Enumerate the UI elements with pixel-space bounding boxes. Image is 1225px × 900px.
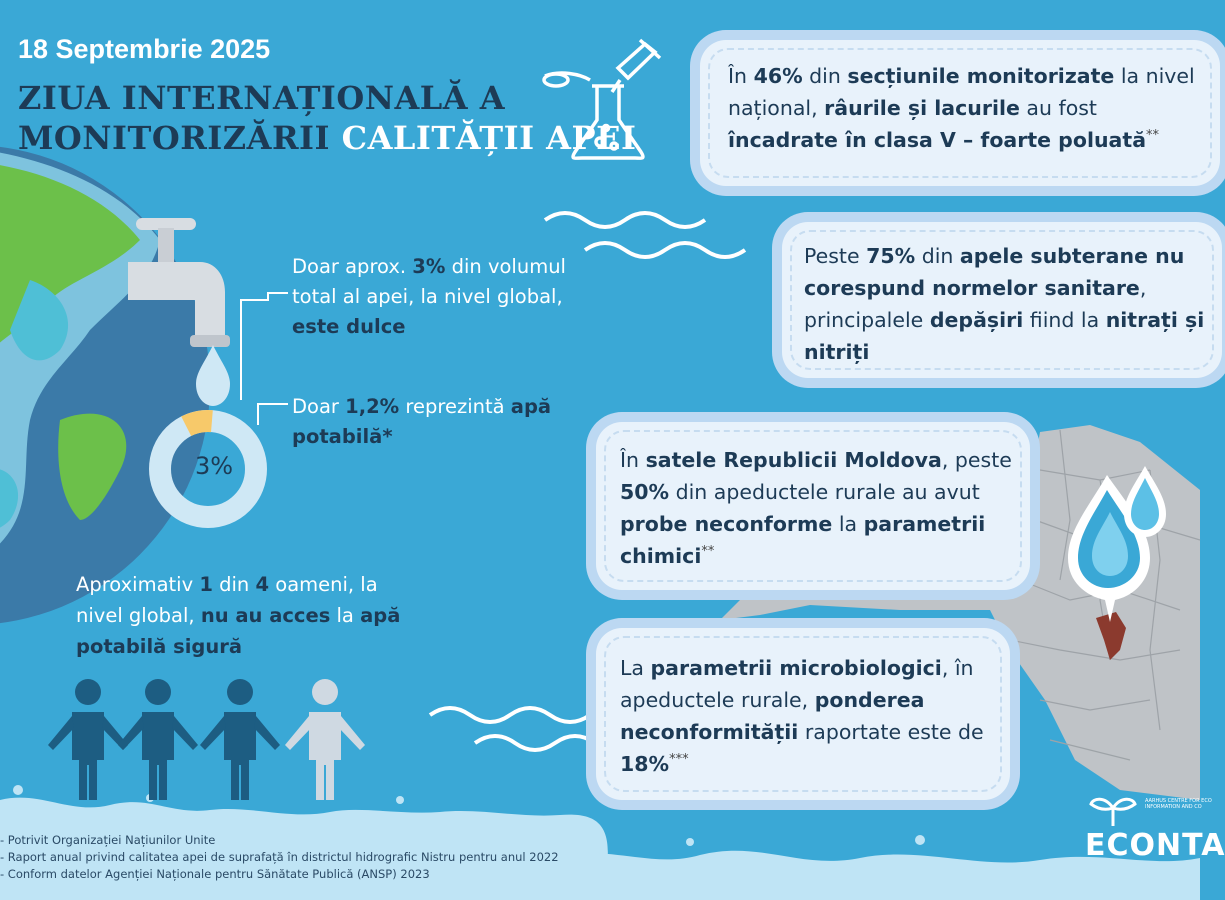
fact3-bold4: apă potabilă sigură (76, 604, 401, 658)
logo-text: ECONTA (1085, 828, 1225, 863)
title-line-2 (18, 118, 636, 158)
card2-text (782, 222, 1214, 368)
fact2-text: Doar (292, 395, 346, 418)
person-icon (285, 679, 365, 800)
c4-footnote-mark: *** (669, 752, 689, 768)
c4-b2: ponderea neconformității (620, 688, 925, 744)
c1-b4: încadrate în clasa V – foarte poluată (728, 128, 1147, 152)
fact-potable-water (292, 392, 582, 452)
c2-b1: 75% (866, 244, 916, 268)
c2-t1: Peste (804, 244, 867, 268)
page-title (18, 78, 636, 158)
earth-globe-icon (0, 145, 210, 625)
c4-t2: , în apeductele rurale, (620, 656, 974, 712)
fact1-bold2: este dulce (292, 315, 406, 338)
fact3-text: Aproximativ (76, 573, 200, 596)
fact3-bold2: 4 (255, 573, 270, 596)
fact2-text2: reprezintă (399, 395, 511, 418)
c3-t1: În (620, 448, 646, 472)
c3-b3: probe neconforme (620, 512, 833, 536)
c3-b4: parametrii chimici (620, 512, 986, 568)
fact-fresh-water (292, 252, 582, 342)
card1-text (700, 40, 1208, 156)
fact3-text2: din (212, 573, 256, 596)
c3-t4: la (832, 512, 864, 536)
fact1-text2: din volumul total al apei, la nivel global, (292, 255, 566, 308)
fact2-footnote-mark: * (382, 425, 393, 448)
footnote-3: - Conform datelor Agenției Naționale pentru Sănătate Publică (ANSP) 2023 (0, 867, 430, 881)
person-icon (48, 679, 128, 800)
fact1-text: Doar aprox. (292, 255, 413, 278)
c3-b1: satele Republicii Moldova (645, 448, 942, 472)
logo-tagline-2: INFORMATION AND CO (1145, 804, 1202, 810)
sprout-logo-icon (1085, 788, 1212, 828)
c3-t3: din apeductele rurale au avut (669, 480, 980, 504)
c2-b3: depășiri (929, 308, 1024, 332)
footnote-1: - Potrivit Organizației Națiunilor Unite (0, 833, 216, 847)
c1-b3: râurile și lacurile (824, 96, 1020, 120)
fact3-text4: la (330, 604, 361, 627)
c2-t4: fiind la (1023, 308, 1106, 332)
econta-logo (1085, 788, 1225, 863)
fact3-text3: oameni, la nivel global, (76, 573, 378, 627)
donut-label: 3% (194, 452, 234, 480)
fact3-bold3: nu au acces (200, 604, 331, 627)
fact-access (76, 569, 416, 662)
fact2-bold2: apă potabilă (292, 395, 552, 448)
c3-b2: 50% (620, 480, 670, 504)
c1-t3: la nivel național, (728, 64, 1195, 120)
c1-footnote-mark: ** (1146, 128, 1160, 144)
c1-b2: secțiunile monitorizate (847, 64, 1115, 88)
card-groundwater (782, 222, 1222, 378)
c2-t2: din (915, 244, 960, 268)
c4-b1: parametrii microbiologici (650, 656, 942, 680)
person-icon (200, 679, 280, 800)
c4-b3: 18% (620, 752, 670, 776)
people-group (48, 679, 365, 800)
c2-t3: , principalele (804, 276, 1147, 332)
c2-b2: apele subterane nu corespund normelor sanitare (804, 244, 1185, 300)
card-rural-chemical (596, 422, 1030, 590)
person-icon (118, 679, 198, 800)
c1-t4: au fost (1019, 96, 1097, 120)
c4-t1: La (620, 656, 651, 680)
c3-footnote-mark: ** (701, 544, 715, 560)
card4-text (596, 628, 1000, 780)
fact3-bold: 1 (199, 573, 213, 596)
c3-t2: , peste (941, 448, 1012, 472)
connector-lines (241, 293, 288, 425)
fact1-bold: 3% (412, 255, 446, 278)
logo-tagline-1: AARHUS CENTRE FOR ECO (1145, 798, 1212, 804)
fact2-bold: 1,2% (345, 395, 400, 418)
footnote-2: - Raport anual privind calitatea apei de suprafață în districtul hidrografic Nistru pentru anul 2022 (0, 850, 559, 864)
c1-t2: din (802, 64, 848, 88)
card3-text (596, 422, 1020, 572)
c2-b4: nitrați și nitriți (804, 308, 1205, 364)
c1-b1: 46% (753, 64, 803, 88)
c4-t3: raportate este de (798, 720, 984, 744)
c1-t1: În (728, 64, 754, 88)
title-part-a: MONITORIZĂRII (18, 119, 330, 157)
date-heading: 18 Septembrie 2025 (18, 34, 271, 64)
card-surface-water (700, 40, 1220, 186)
footnotes (0, 832, 559, 883)
title-highlight: CALITĂȚII APEI (341, 119, 637, 157)
card-rural-microbiological (596, 628, 1010, 800)
title-line-1: ZIUA INTERNAȚIONALĂ A (18, 79, 506, 117)
